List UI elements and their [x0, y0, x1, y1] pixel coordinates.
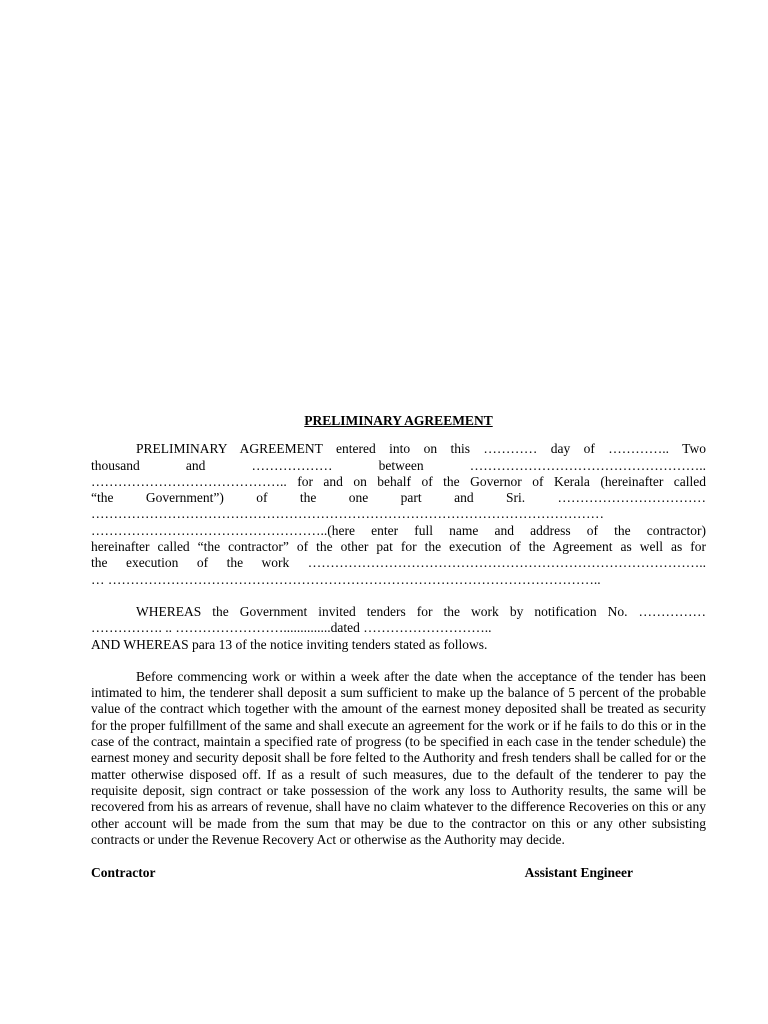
whereas-line: WHEREAS the Government invited tenders for the work by notification No. …………… — [136, 603, 706, 619]
agreement-paragraph — [91, 441, 706, 588]
agreement-line: the execution of the work …………………………………………………………………………….. — [91, 555, 706, 571]
whereas-line: ……………. .. ……………………..............dated ……………………….. — [91, 620, 492, 636]
contractor-signature-label: Contractor — [91, 865, 156, 881]
agreement-line: hereinafter called “the contractor” of the other pat for the execution of the Agreement as well as for — [91, 539, 706, 555]
document-title: PRELIMINARY AGREEMENT — [304, 413, 493, 428]
agreement-line: PRELIMINARY AGREEMENT entered into on this ………… day of ………….. Two — [136, 441, 706, 457]
agreement-line: thousand and ……………… between …………………………………………….. — [91, 457, 706, 473]
agreement-line: …………………………………………………………………………………………………… — [91, 506, 604, 522]
conditions-paragraph: Before commencing work or within a week after the date when the acceptance of the tender has been intimated to him, the tenderer shall deposit a sum sufficient to make up the balance of 5 percent of the probable value of the contract which together with the amount of the earnest money deposited shall be treated as security for the proper fulfillment of the same and shall execute an agreement for the work or if he fails to do this or in the case of the contract, maintain a specified rate of progress (to be specified in each case in the tender schedule) the earnest money and security deposit shall be fore felted to the Authority and fresh tenders shall be called for or the matter otherwise disposed off. If as a result of such measures, due to the default of the tenderer to pay the requisite deposit, sign contract or take possession of the work any loss to Authority results, the same will be recovered from his as arrears of revenue, shall have no claim whatever to the difference Recoveries on this or any other account will be made from the sum that may be due to the contractor on this or any other subsisting contracts or under the Revenue Recovery Act or otherwise as the Authority may decide. — [91, 668, 706, 847]
agreement-line: … ……………………………………………………………………………………………….. — [91, 571, 601, 587]
whereas-paragraph — [91, 604, 706, 653]
whereas-line: AND WHEREAS para 13 of the notice inviting tenders stated as follows. — [91, 636, 488, 652]
agreement-line: ……………………………………………..(here enter full name and address of the contractor) — [91, 522, 706, 538]
agreement-line: “the Government”) of the one part and Sri. …………………………… — [91, 490, 706, 506]
signature-block — [91, 865, 706, 881]
document-body — [91, 413, 706, 881]
assistant-engineer-signature-label: Assistant Engineer — [524, 865, 633, 881]
agreement-line: …………………………………….. for and on behalf of the Governor of Kerala (hereinafter called — [91, 473, 706, 489]
